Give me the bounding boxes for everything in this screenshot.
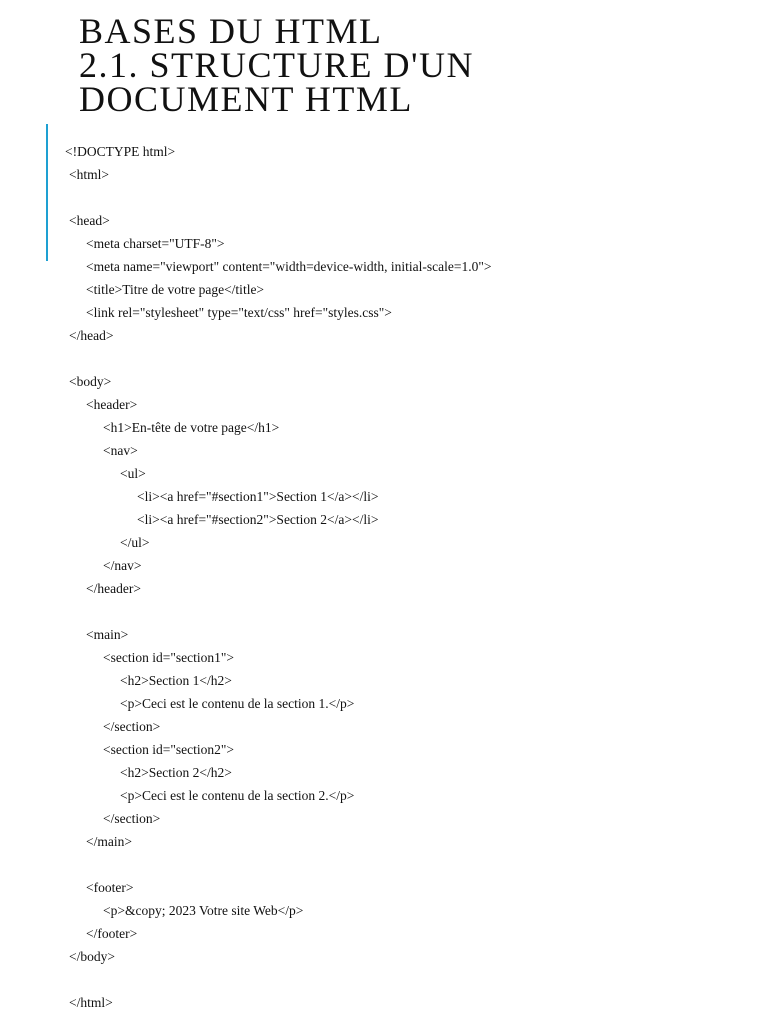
- code-line: [0, 761, 768, 784]
- code-line: [0, 784, 768, 807]
- code-line: [0, 968, 768, 991]
- code-text: <p>Ceci est le contenu de la section 1.</p>: [120, 696, 355, 711]
- code-listing: [0, 140, 768, 1014]
- code-line: [0, 600, 768, 623]
- code-text: <title>Titre de votre page</title>: [86, 282, 265, 297]
- code-line: [0, 830, 768, 853]
- code-text: <header>: [86, 397, 138, 412]
- code-line: [0, 347, 768, 370]
- code-text: <body>: [69, 374, 112, 389]
- code-text: <meta name="viewport" content="width=device-width, initial-scale=1.0">: [86, 259, 492, 274]
- code-text: <p>&copy; 2023 Votre site Web</p>: [103, 903, 304, 918]
- code-line: [0, 899, 768, 922]
- code-line: [0, 209, 768, 232]
- code-text: <link rel="stylesheet" type="text/css" href="styles.css">: [86, 305, 392, 320]
- code-text: <html>: [69, 167, 109, 182]
- code-text: </body>: [69, 949, 115, 964]
- code-text: </footer>: [86, 926, 138, 941]
- code-line: [0, 462, 768, 485]
- code-line: [0, 876, 768, 899]
- code-line: [0, 577, 768, 600]
- title-line-1: BASES DU HTML: [79, 11, 383, 51]
- code-text: <li><a href="#section1">Section 1</a></li>: [137, 489, 379, 504]
- code-line: [0, 324, 768, 347]
- code-text: </nav>: [103, 558, 142, 573]
- code-text: <head>: [69, 213, 110, 228]
- code-line: [0, 554, 768, 577]
- title-line-2: 2.1. STRUCTURE D'UN: [79, 45, 475, 85]
- code-line: [0, 991, 768, 1014]
- code-line: [0, 140, 768, 163]
- code-text: <section id="section1">: [103, 650, 234, 665]
- code-line: [0, 807, 768, 830]
- code-text: <li><a href="#section2">Section 2</a></li>: [137, 512, 379, 527]
- code-text: </main>: [86, 834, 132, 849]
- code-text: <h2>Section 2</h2>: [120, 765, 232, 780]
- code-line: [0, 853, 768, 876]
- code-line: [0, 692, 768, 715]
- code-text: </head>: [69, 328, 114, 343]
- code-line: [0, 232, 768, 255]
- code-text: <footer>: [86, 880, 134, 895]
- code-text: <!DOCTYPE html>: [65, 144, 176, 159]
- code-line: [0, 186, 768, 209]
- code-line: [0, 945, 768, 968]
- code-text: </section>: [103, 719, 161, 734]
- code-line: [0, 922, 768, 945]
- code-text: <section id="section2">: [103, 742, 234, 757]
- code-text: <h1>En-tête de votre page</h1>: [103, 420, 280, 435]
- code-text: <nav>: [103, 443, 138, 458]
- code-line: [0, 439, 768, 462]
- code-line: [0, 301, 768, 324]
- code-text: <p>Ceci est le contenu de la section 2.</p>: [120, 788, 355, 803]
- code-line: [0, 416, 768, 439]
- code-line: [0, 370, 768, 393]
- code-line: [0, 255, 768, 278]
- title-line-3: DOCUMENT HTML: [79, 79, 413, 119]
- code-text: </header>: [86, 581, 141, 596]
- code-line: [0, 531, 768, 554]
- code-text: </ul>: [120, 535, 150, 550]
- code-line: [0, 485, 768, 508]
- code-line: [0, 669, 768, 692]
- code-line: [0, 646, 768, 669]
- code-line: [0, 508, 768, 531]
- code-line: [0, 278, 768, 301]
- code-text: <main>: [86, 627, 129, 642]
- code-text: <meta charset="UTF-8">: [86, 236, 225, 251]
- code-text: <ul>: [120, 466, 146, 481]
- code-line: [0, 623, 768, 646]
- code-line: [0, 715, 768, 738]
- code-line: [0, 393, 768, 416]
- code-text: </html>: [69, 995, 113, 1010]
- code-text: <h2>Section 1</h2>: [120, 673, 232, 688]
- code-line: [0, 738, 768, 761]
- code-line: [0, 163, 768, 186]
- page-title: [79, 11, 759, 119]
- code-text: </section>: [103, 811, 161, 826]
